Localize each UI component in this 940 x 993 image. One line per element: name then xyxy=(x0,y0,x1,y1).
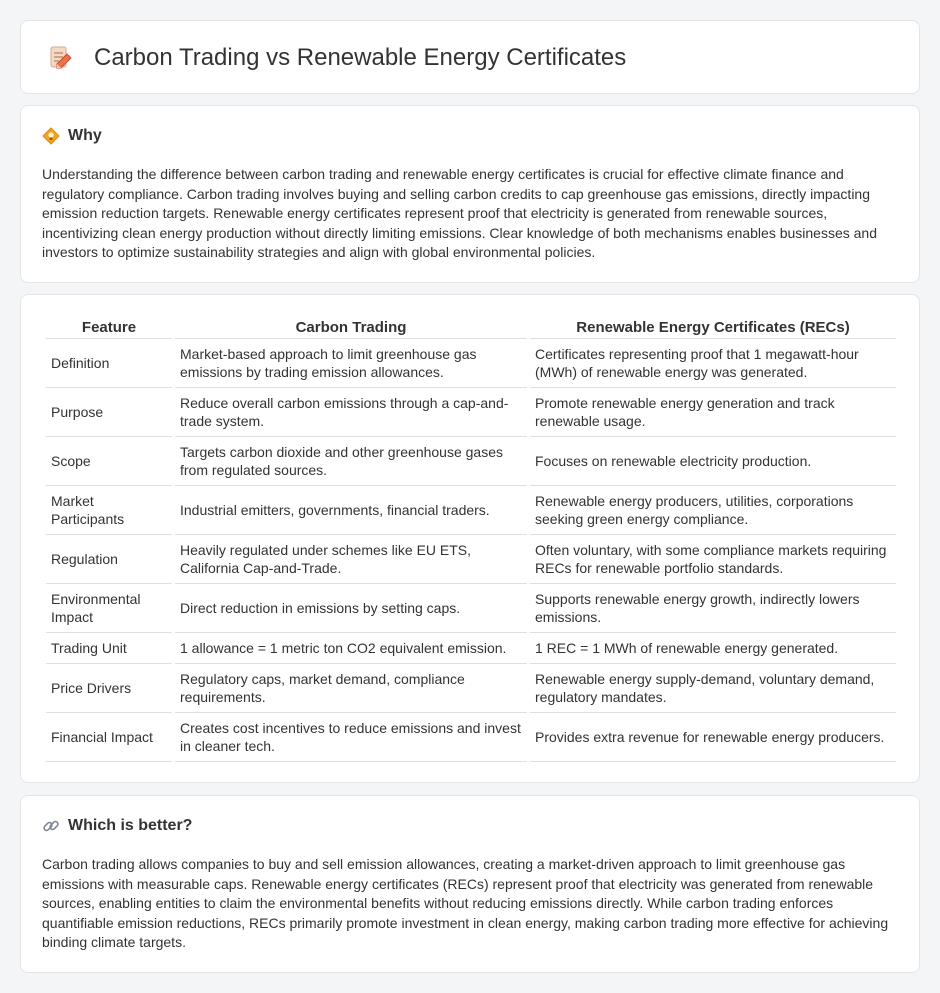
table-row xyxy=(46,584,896,633)
lightbulb-icon xyxy=(42,127,60,145)
feature-cell: Trading Unit xyxy=(46,633,172,664)
table-row xyxy=(46,713,896,762)
rec-cell: Often voluntary, with some compliance markets requiring RECs for renewable portfolio standards. xyxy=(530,535,896,584)
better-text: Carbon trading allows companies to buy and sell emission allowances, creating a market-driven approach to limit greenhouse gas emissions with measurable caps. Renewable energy certificates (RECs) represent proof that electricity was generated from renewable sources, enabling entities to claim the environmental benefits without reducing emissions directly. While carbon trading enforces quantifiable emission reductions, RECs primarily promote investment in clean energy, making carbon trading more effective for achieving binding climate targets. xyxy=(42,856,889,950)
header-recs: Renewable Energy Certificates (RECs) xyxy=(530,316,896,339)
feature-cell: Market Participants xyxy=(46,486,172,535)
feature-cell: Regulation xyxy=(46,535,172,584)
feature-cell: Price Drivers xyxy=(46,664,172,713)
feature-cell: Environmental Impact xyxy=(46,584,172,633)
why-title: Why xyxy=(68,127,102,144)
table-row xyxy=(46,339,896,388)
table-row xyxy=(46,633,896,664)
carbon-trading-cell: Reduce overall carbon emissions through a cap-and-trade system. xyxy=(175,388,527,437)
carbon-trading-cell: Heavily regulated under schemes like EU ETS, California Cap-and-Trade. xyxy=(175,535,527,584)
table-row xyxy=(46,388,896,437)
why-text: Understanding the difference between carbon trading and renewable energy certificates is crucial for effective climate finance and regulatory compliance. Carbon trading involves buying and selling carbon credits to cap greenhouse gas emissions, directly impacting emission reduction targets. Renewable energy certificates represent proof that electricity is generated from renewable sources, incentivizing clean energy production without directly limiting emissions. Clear knowledge of both mechanisms enables businesses and investors to optimize sustainability strategies and align with global environmental policies. xyxy=(42,166,877,260)
rec-cell: Provides extra revenue for renewable energy producers. xyxy=(530,713,896,762)
feature-cell: Definition xyxy=(46,339,172,388)
why-header xyxy=(42,126,102,146)
why-section xyxy=(20,105,920,283)
rec-cell: 1 REC = 1 MWh of renewable energy generated. xyxy=(530,633,896,664)
table-row xyxy=(46,664,896,713)
table-row xyxy=(46,486,896,535)
rec-cell: Certificates representing proof that 1 megawatt-hour (MWh) of renewable energy was generated. xyxy=(530,339,896,388)
feature-cell: Financial Impact xyxy=(46,713,172,762)
carbon-trading-cell: Market-based approach to limit greenhouse gas emissions by trading emission allowances. xyxy=(175,339,527,388)
header-feature: Feature xyxy=(46,316,172,339)
document-pencil-icon xyxy=(46,44,74,72)
carbon-trading-cell: Creates cost incentives to reduce emissions and invest in cleaner tech. xyxy=(175,713,527,762)
carbon-trading-cell: 1 allowance = 1 metric ton CO2 equivalent emission. xyxy=(175,633,527,664)
rec-cell: Promote renewable energy generation and track renewable usage. xyxy=(530,388,896,437)
link-icon xyxy=(42,817,60,835)
comparison-section xyxy=(20,294,920,783)
carbon-trading-cell: Regulatory caps, market demand, compliance requirements. xyxy=(175,664,527,713)
rec-cell: Supports renewable energy growth, indirectly lowers emissions. xyxy=(530,584,896,633)
feature-cell: Purpose xyxy=(46,388,172,437)
rec-cell: Renewable energy producers, utilities, corporations seeking green energy compliance. xyxy=(530,486,896,535)
table-row xyxy=(46,535,896,584)
which-is-better-section xyxy=(20,795,920,973)
rec-cell: Renewable energy supply-demand, voluntary demand, regulatory mandates. xyxy=(530,664,896,713)
better-header xyxy=(42,816,192,836)
feature-cell: Scope xyxy=(46,437,172,486)
header-carbon-trading: Carbon Trading xyxy=(175,316,527,339)
page-title: Carbon Trading vs Renewable Energy Certificates xyxy=(94,44,627,71)
carbon-trading-cell: Direct reduction in emissions by setting caps. xyxy=(175,584,527,633)
better-title: Which is better? xyxy=(68,817,193,834)
title-card xyxy=(20,20,920,94)
comparison-table xyxy=(43,316,899,762)
title-row xyxy=(46,43,626,73)
table-header-row xyxy=(46,316,896,339)
carbon-trading-cell: Industrial emitters, governments, financial traders. xyxy=(175,486,527,535)
table-row xyxy=(46,437,896,486)
rec-cell: Focuses on renewable electricity production. xyxy=(530,437,896,486)
carbon-trading-cell: Targets carbon dioxide and other greenhouse gases from regulated sources. xyxy=(175,437,527,486)
